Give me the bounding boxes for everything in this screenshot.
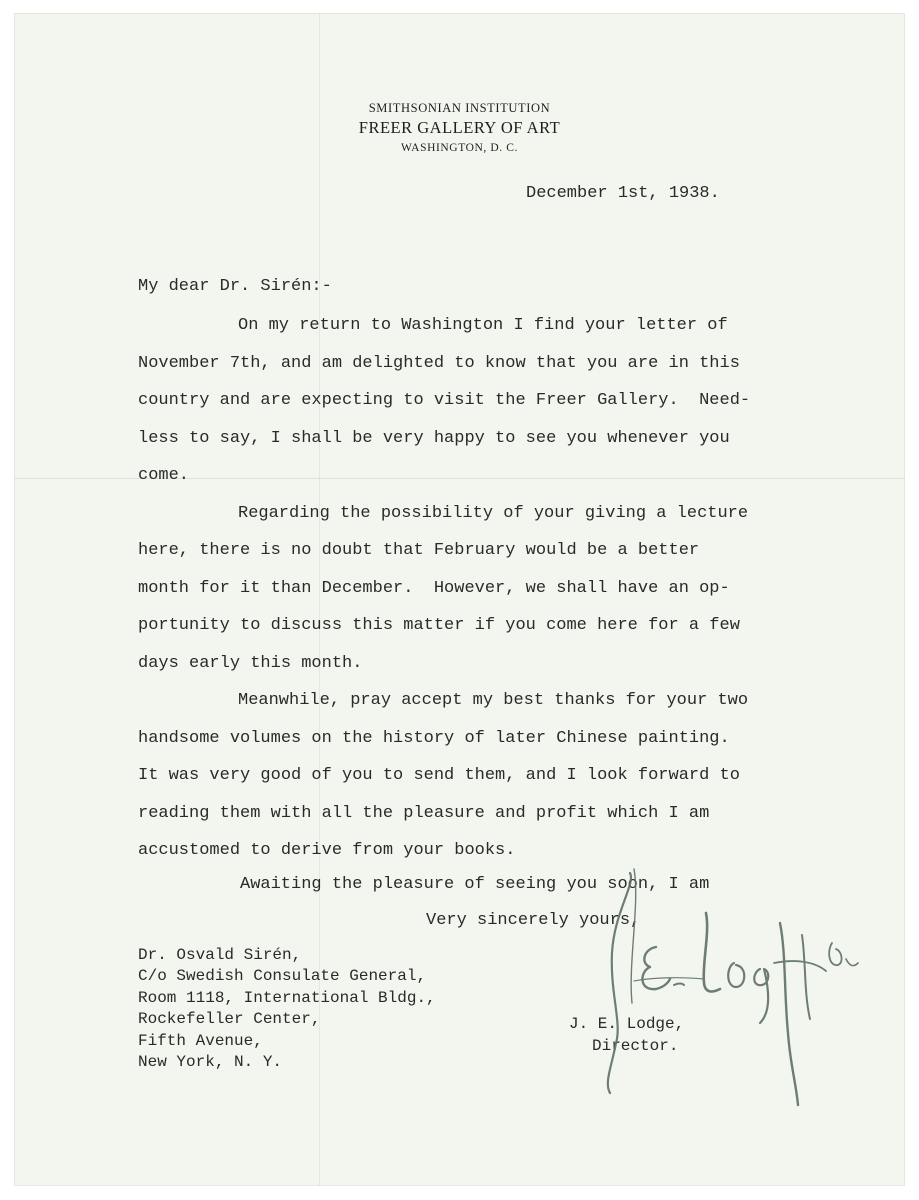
signatory-name: J. E. Lodge, xyxy=(569,1015,685,1033)
body-line: handsome volumes on the history of later Chinese painting. xyxy=(138,728,730,748)
body-line: On my return to Washington I find your letter of xyxy=(238,316,728,335)
address-line: Room 1118, International Bldg., xyxy=(138,988,436,1007)
body-line: days early this month. xyxy=(138,653,363,673)
body-line: November 7th, and am delighted to know that you are in this xyxy=(138,353,740,373)
closing-line: Awaiting the pleasure of seeing you soon, I am xyxy=(240,875,710,894)
recipient-address xyxy=(138,945,436,1073)
letterhead xyxy=(14,100,905,157)
address-line: Fifth Avenue, xyxy=(138,1031,263,1050)
signatory-title: Director. xyxy=(592,1037,679,1055)
address-line: New York, N. Y. xyxy=(138,1052,283,1071)
letterhead-location: WASHINGTON, D. C. xyxy=(400,142,518,154)
letterhead-gallery: FREER GALLERY OF ART xyxy=(358,118,561,137)
body-line: country and are expecting to visit the Freer Gallery. Need- xyxy=(138,391,751,410)
body-line: here, there is no doubt that February would be a better xyxy=(138,541,700,560)
valediction: Very sincerely yours, xyxy=(426,911,641,930)
letter-sheet xyxy=(14,13,905,1186)
body-line: Meanwhile, pray accept my best thanks for your two xyxy=(238,691,749,710)
address-line: C/o Swedish Consulate General, xyxy=(138,967,427,986)
body-line: accustomed to derive from your books. xyxy=(138,841,516,860)
handwritten-signature xyxy=(574,843,894,1123)
body-line: less to say, I shall be very happy to see you whenever you xyxy=(138,428,730,448)
body-line: month for it than December. However, we shall have an op- xyxy=(138,578,730,598)
body-line: Regarding the possibility of your giving a lecture xyxy=(238,503,749,523)
body-line: come. xyxy=(138,466,190,485)
body-line: reading them with all the pleasure and profit which I am xyxy=(138,803,710,823)
body-line: It was very good of you to send them, and I look forward to xyxy=(138,766,740,785)
letterhead-institution: SMITHSONIAN INSTITUTION xyxy=(368,101,551,115)
salutation: My dear Dr. Sirén:- xyxy=(138,277,332,296)
body-line: portunity to discuss this matter if you come here for a few xyxy=(138,616,740,635)
address-line: Rockefeller Center, xyxy=(138,1010,321,1029)
letter-date: December 1st, 1938. xyxy=(526,184,720,203)
letter-body xyxy=(138,316,750,879)
address-line: Dr. Osvald Sirén, xyxy=(138,946,302,964)
